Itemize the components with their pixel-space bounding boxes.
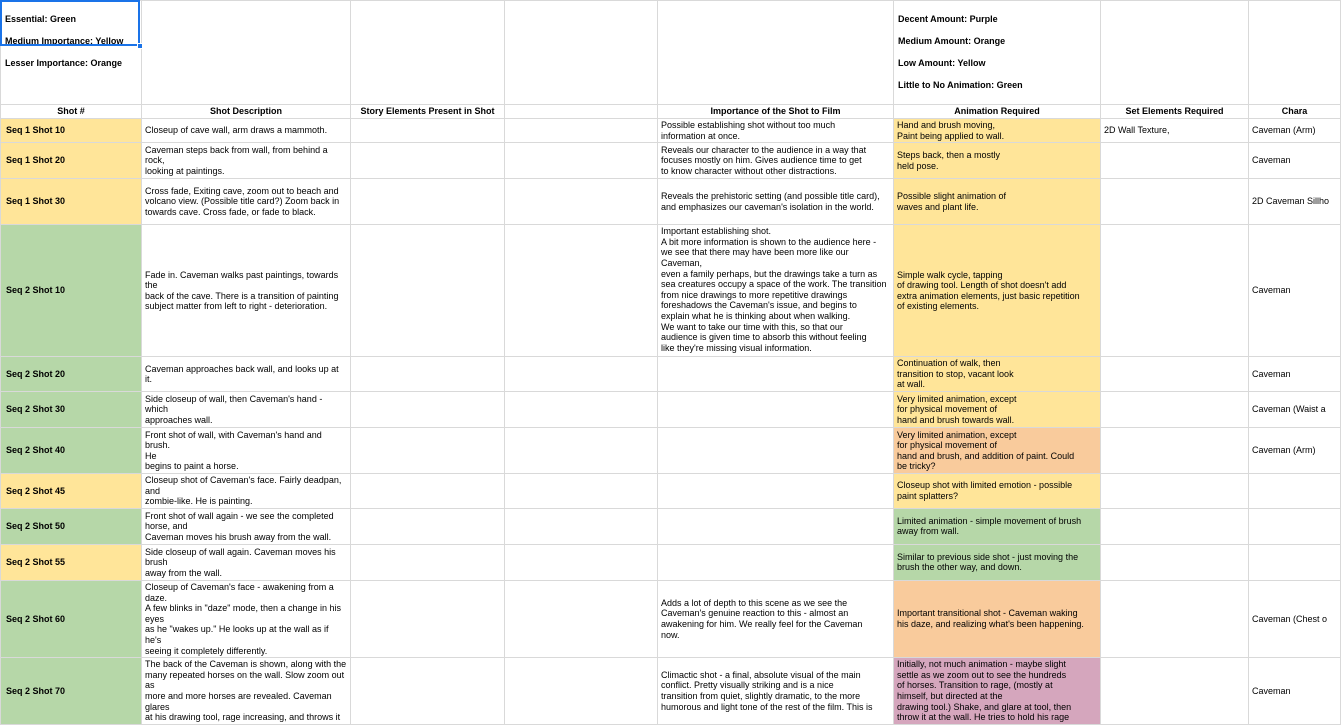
table-row [1, 119, 1341, 143]
cell[interactable] [658, 1, 894, 105]
animation-required-cell[interactable]: Very limited animation, except for physical movement of hand and brush towards wall. [894, 392, 1101, 428]
set-elements-cell[interactable] [1101, 580, 1249, 657]
shot-number-cell[interactable]: Seq 1 Shot 30 [1, 179, 142, 225]
header-shot[interactable]: Shot # [1, 105, 142, 119]
shot-number-cell[interactable]: Seq 2 Shot 70 [1, 658, 142, 725]
importance-cell[interactable] [658, 474, 894, 509]
set-elements-cell[interactable] [1101, 544, 1249, 580]
table-row [1, 179, 1341, 225]
shot-description-cell[interactable]: The back of the Caveman is shown, along with the many repeated horses on the wall. Slow zoom out as more and more horses are revealed. Caveman glares at his drawing tool, rage increasing, and throws it [142, 658, 351, 725]
header-story-elements[interactable]: Story Elements Present in Shot [351, 105, 505, 119]
story-elements-cell[interactable] [351, 658, 505, 725]
shot-number-cell[interactable]: Seq 2 Shot 45 [1, 474, 142, 509]
characters-cell[interactable] [1249, 474, 1341, 509]
legend-row [1, 1, 1341, 105]
animation-required-cell[interactable]: Similar to previous side shot - just moving the brush the other way, and down. [894, 544, 1101, 580]
table-row [1, 658, 1341, 725]
shot-description-cell[interactable]: Closeup of cave wall, arm draws a mammoth. [142, 119, 351, 143]
empty-cell[interactable] [505, 428, 658, 474]
importance-cell[interactable] [658, 544, 894, 580]
table-row [1, 474, 1341, 509]
set-elements-cell[interactable] [1101, 658, 1249, 725]
set-elements-cell[interactable] [1101, 225, 1249, 357]
importance-cell[interactable]: Possible establishing shot without too much information at once. [658, 119, 894, 143]
story-elements-cell[interactable] [351, 508, 505, 544]
set-elements-cell[interactable] [1101, 508, 1249, 544]
animation-legend-cell[interactable] [894, 1, 1101, 105]
characters-cell[interactable] [1249, 544, 1341, 580]
header-row [1, 105, 1341, 119]
empty-cell[interactable] [505, 508, 658, 544]
story-elements-cell[interactable] [351, 428, 505, 474]
cell[interactable] [1249, 1, 1341, 105]
story-elements-cell[interactable] [351, 474, 505, 509]
header-set-elements[interactable]: Set Elements Required [1101, 105, 1249, 119]
animation-required-cell[interactable]: Possible slight animation of waves and plant life. [894, 179, 1101, 225]
legend-animation-little: Little to No Animation: Green [898, 80, 1023, 90]
shot-description-cell[interactable]: Cross fade, Exiting cave, zoom out to beach and volcano view. (Possible title card?) Zoom back in towards cave. Cross fade, or fade to black. [142, 179, 351, 225]
characters-cell[interactable]: Caveman [1249, 357, 1341, 392]
characters-cell[interactable]: Caveman (Arm) [1249, 428, 1341, 474]
importance-cell[interactable] [658, 508, 894, 544]
table-row [1, 544, 1341, 580]
set-elements-cell[interactable] [1101, 357, 1249, 392]
importance-cell[interactable]: Adds a lot of depth to this scene as we see the Caveman's genuine reaction to this - almost an awakening for him. We really feel for the Caveman now. [658, 580, 894, 657]
importance-cell[interactable] [658, 392, 894, 428]
story-elements-cell[interactable] [351, 143, 505, 179]
importance-legend-cell[interactable] [1, 1, 142, 105]
story-elements-cell[interactable] [351, 357, 505, 392]
table-row [1, 580, 1341, 657]
shot-number-cell[interactable]: Seq 2 Shot 60 [1, 580, 142, 657]
shot-number-cell[interactable]: Seq 2 Shot 55 [1, 544, 142, 580]
legend-animation-medium: Medium Amount: Orange [898, 36, 1006, 46]
shot-description-cell[interactable]: Closeup shot of Caveman's face. Fairly deadpan, and zombie-like. He is painting. [142, 474, 351, 509]
story-elements-cell[interactable] [351, 392, 505, 428]
story-elements-cell[interactable] [351, 119, 505, 143]
shot-description-cell[interactable]: Fade in. Caveman walks past paintings, towards the back of the cave. There is a transition of painting subject matter from left to right - deterioration. [142, 225, 351, 357]
importance-cell[interactable] [658, 357, 894, 392]
shot-number-cell[interactable]: Seq 2 Shot 10 [1, 225, 142, 357]
header-description[interactable]: Shot Description [142, 105, 351, 119]
shot-number-cell[interactable]: Seq 2 Shot 30 [1, 392, 142, 428]
animation-required-cell[interactable]: Limited animation - simple movement of brush away from wall. [894, 508, 1101, 544]
empty-cell[interactable] [505, 179, 658, 225]
empty-cell[interactable] [505, 119, 658, 143]
empty-cell[interactable] [505, 143, 658, 179]
animation-required-cell[interactable]: Very limited animation, except for physical movement of hand and brush, and addition of paint. Could be tricky? [894, 428, 1101, 474]
legend-importance-lesser: Lesser Importance: Orange [5, 58, 123, 68]
legend-animation-low: Low Amount: Yellow [898, 58, 986, 68]
legend-animation-decent: Decent Amount: Purple [898, 14, 998, 24]
characters-cell[interactable]: Caveman [1249, 658, 1341, 725]
set-elements-cell[interactable] [1101, 143, 1249, 179]
empty-cell[interactable] [505, 580, 658, 657]
set-elements-cell[interactable] [1101, 179, 1249, 225]
empty-cell[interactable] [505, 544, 658, 580]
set-elements-cell[interactable]: 2D Wall Texture, [1101, 119, 1249, 143]
animation-required-cell[interactable]: Continuation of walk, then transition to stop, vacant look at wall. [894, 357, 1101, 392]
characters-cell[interactable]: Caveman (Chest o [1249, 580, 1341, 657]
animation-required-cell[interactable]: Closeup shot with limited emotion - possible paint splatters? [894, 474, 1101, 509]
cell[interactable] [142, 1, 351, 105]
set-elements-cell[interactable] [1101, 392, 1249, 428]
characters-cell[interactable]: Caveman [1249, 143, 1341, 179]
legend-importance-essential: Essential: Green [5, 14, 77, 24]
cell[interactable] [505, 1, 658, 105]
shot-number-cell[interactable]: Seq 1 Shot 10 [1, 119, 142, 143]
table-row [1, 225, 1341, 357]
cell[interactable] [1101, 1, 1249, 105]
table-row [1, 508, 1341, 544]
importance-cell[interactable]: Climactic shot - a final, absolute visual of the main conflict. Pretty visually striking and is a nice transition from quiet, slightly dramatic, to the more humorous and light tone of the rest of the film. This is [658, 658, 894, 725]
shot-description-cell[interactable]: Caveman steps back from wall, from behind a rock, looking at paintings. [142, 143, 351, 179]
cell[interactable] [351, 1, 505, 105]
shot-description-cell[interactable]: Closeup of Caveman's face - awakening from a daze. A few blinks in "daze" mode, then a change in his eyes as he "wakes up." He looks up at the wall as if he's seeing it completely differently. [142, 580, 351, 657]
header-characters[interactable]: Chara [1249, 105, 1341, 119]
shot-number-cell[interactable]: Seq 2 Shot 20 [1, 357, 142, 392]
importance-cell[interactable]: Reveals our character to the audience in a way that focuses mostly on him. Gives audience time to get to know character without other distractions. [658, 143, 894, 179]
animation-required-cell[interactable]: Important transitional shot - Caveman waking his daze, and realizing what's been happening. [894, 580, 1101, 657]
table-row [1, 428, 1341, 474]
shot-description-cell[interactable]: Side closeup of wall again. Caveman moves his brush away from the wall. [142, 544, 351, 580]
story-elements-cell[interactable] [351, 225, 505, 357]
shot-number-cell[interactable]: Seq 2 Shot 40 [1, 428, 142, 474]
set-elements-cell[interactable] [1101, 428, 1249, 474]
characters-cell[interactable]: Caveman [1249, 225, 1341, 357]
story-elements-cell[interactable] [351, 179, 505, 225]
characters-cell[interactable]: Caveman (Arm) [1249, 119, 1341, 143]
animation-required-cell[interactable]: Hand and brush moving, Paint being applied to wall. [894, 119, 1101, 143]
legend-importance-medium: Medium Importance: Yellow [5, 36, 124, 46]
empty-cell[interactable] [505, 357, 658, 392]
set-elements-cell[interactable] [1101, 474, 1249, 509]
fill-handle[interactable] [137, 43, 143, 49]
table-row [1, 143, 1341, 179]
shot-description-cell[interactable]: Caveman approaches back wall, and looks up at it. [142, 357, 351, 392]
importance-cell[interactable] [658, 428, 894, 474]
importance-cell[interactable]: Important establishing shot. A bit more information is shown to the audience here - we see that there may have been more like our Caveman, even a family perhaps, but the drawings take a turn as sea creatures occupy a space of the work. The transition from nice drawings to more repetitive drawings foreshadows the Caveman's issue, and begins to explain what he is thinking about when walking. We want to take our time with this, so that our audience is given time to absorb this without feeling like they're missing visual information. [658, 225, 894, 357]
header-empty[interactable] [505, 105, 658, 119]
shot-description-cell[interactable]: Side closeup of wall, then Caveman's hand - which approaches wall. [142, 392, 351, 428]
characters-cell[interactable] [1249, 508, 1341, 544]
shot-number-cell[interactable]: Seq 1 Shot 20 [1, 143, 142, 179]
animation-required-cell[interactable]: Initially, not much animation - maybe slight settle as we zoom out to see the hundreds of horses. Transition to rage, (mostly at himself, but directed at the drawing tool.) Shake, and glare at tool, then throw it at the wall. He tries to hold his rage [894, 658, 1101, 725]
empty-cell[interactable] [505, 658, 658, 725]
table-row [1, 357, 1341, 392]
story-elements-cell[interactable] [351, 544, 505, 580]
table-row [1, 392, 1341, 428]
header-animation[interactable]: Animation Required [894, 105, 1101, 119]
animation-required-cell[interactable]: Steps back, then a mostly held pose. [894, 143, 1101, 179]
empty-cell[interactable] [505, 392, 658, 428]
empty-cell[interactable] [505, 225, 658, 357]
importance-cell[interactable]: Reveals the prehistoric setting (and possible title card), and emphasizes our caveman's isolation in the world. [658, 179, 894, 225]
story-elements-cell[interactable] [351, 580, 505, 657]
characters-cell[interactable]: Caveman (Waist a [1249, 392, 1341, 428]
animation-required-cell[interactable]: Simple walk cycle, tapping of drawing tool. Length of shot doesn't add extra animation elements, just basic repetition of existing elements. [894, 225, 1101, 357]
empty-cell[interactable] [505, 474, 658, 509]
shot-number-cell[interactable]: Seq 2 Shot 50 [1, 508, 142, 544]
shot-description-cell[interactable]: Front shot of wall, with Caveman's hand and brush. He begins to paint a horse. [142, 428, 351, 474]
characters-cell[interactable]: 2D Caveman Sillho [1249, 179, 1341, 225]
shot-description-cell[interactable]: Front shot of wall again - we see the completed horse, and Caveman moves his brush away from the wall. [142, 508, 351, 544]
header-importance[interactable]: Importance of the Shot to Film [658, 105, 894, 119]
